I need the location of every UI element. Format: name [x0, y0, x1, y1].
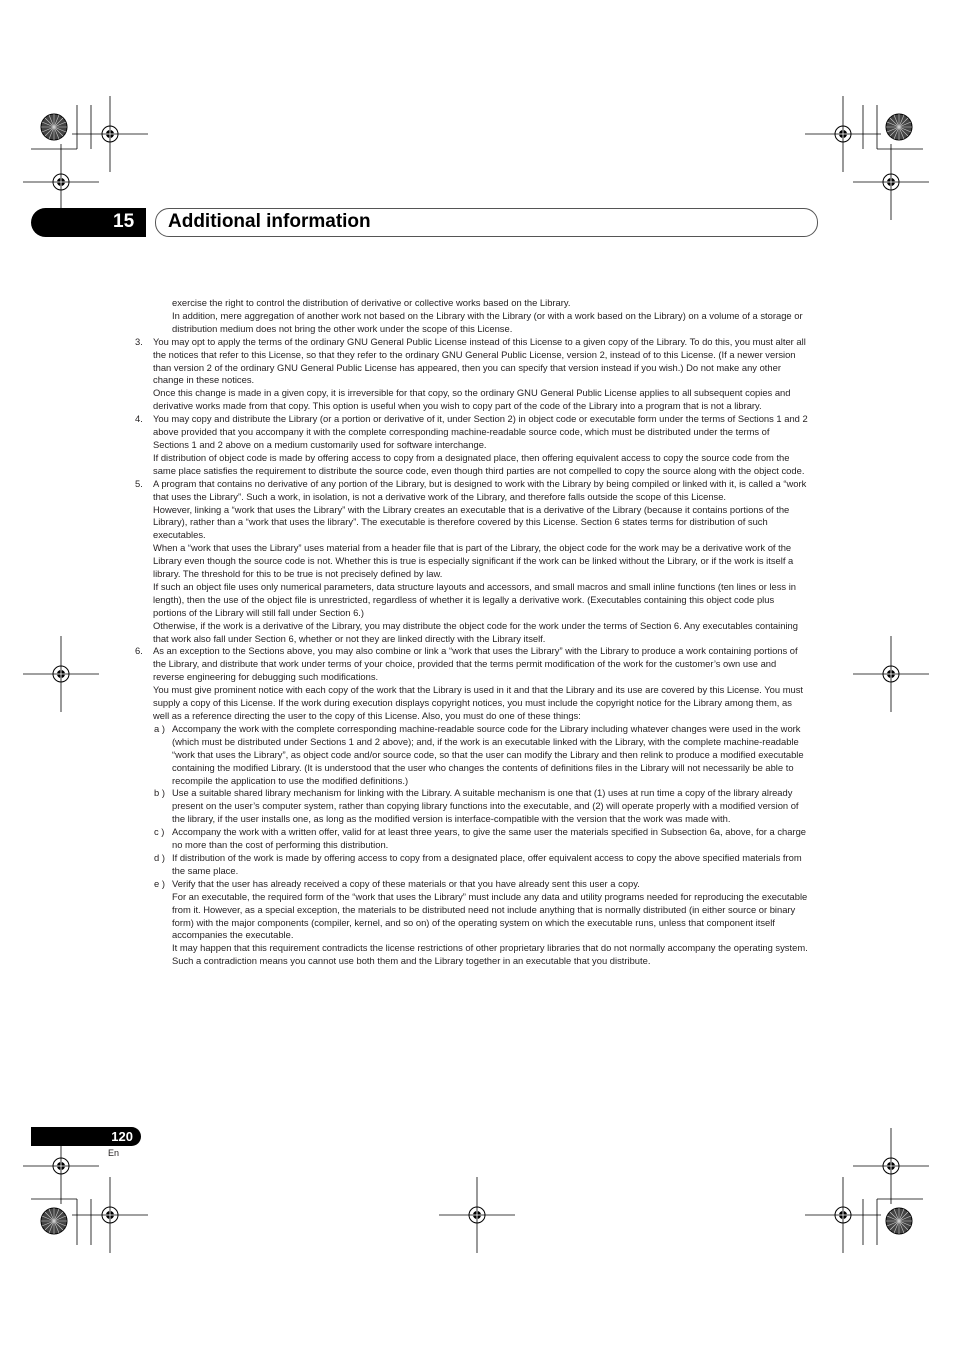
paragraph: If distribution of object code is made by offering access to copy from a designated place, then offering equivalent access to copy the source code from the same place satisfies the requirement to distribute the source code, even though third parties are not compelled to copy the source along with the object code. [153, 451, 805, 476]
paragraph: A program that contains no derivative of any portion of the Library, but is designed to work with the Library by being compiled or linked with it, is called a “work that uses the Library”. Such a work, in isolation, is not a derivative work of the Library, and therefore falls outside the scope of this License. [153, 477, 807, 502]
page-number: 120 [111, 1129, 133, 1144]
list-number: 6. [135, 645, 143, 657]
paragraph: Otherwise, if the work is a derivative of the Library, you may distribute the object code for the work under the terms of Section 6. Any executables containing that work also fall under Section 6, whether or not they are linked directly with the Library itself. [153, 619, 798, 644]
paragraph: Accompany the work with a written offer, valid for at least three years, to give the same user the materials specified in Subsection 6a, above, for a charge no more than the cost of performing this distribution. [172, 826, 807, 851]
list-number: 5. [135, 477, 143, 489]
page-number-tab [31, 1127, 141, 1146]
sub-list-label: a ) [154, 722, 165, 734]
list-item [135, 413, 808, 478]
license-text [135, 297, 808, 968]
sub-list-label: c ) [154, 826, 165, 838]
paragraph: However, linking a “work that uses the Library” with the Library creates an executable that is a derivative of the Library (because it contains portions of the Library), rather than a “work that uses the library”. The executable is therefore covered by this License. Section 6 states terms for distribution of such executables. [153, 503, 790, 541]
list-item [135, 478, 808, 646]
paragraph: Accompany the work with the complete corresponding machine-readable source code for the Library including whatever changes were used in the work [172, 722, 801, 734]
paragraph: You must give prominent notice with each copy of the work that the Library is used in it and that the Library and its use are covered by this License. You must supply a copy of this License. If the work during execution displays copyright notices, you must include the copyright notice for the Library among them, as well as a reference directing the user to the copy of this License. Also, you must do one of these things: [153, 684, 804, 721]
list-number: 4. [135, 413, 143, 425]
chapter-number-tab [31, 208, 146, 237]
sub-list-item [135, 826, 808, 852]
paragraph: Verify that the user has already received a copy of these materials or that you have already sent this user a copy. [172, 877, 640, 889]
sub-list-item [135, 852, 808, 878]
paragraph: Once this change is made in a given copy, it is irreversible for that copy, so the ordinary GNU General Public License applies to all subsequent copies and derivative works made from that copy. This option is useful when you wish to copy part of the code of the Library into a program that is not a library. [153, 387, 791, 412]
paragraph: As an exception to the Sections above, you may also combine or link a “work that uses the Library” with the Library to produce a work containing portions of the Library, and distribute that work under terms of your choice, provided that the terms permit modification of the work for the customer’s own use and reverse engineering for debugging such modifications. [153, 645, 798, 683]
paragraph: It may happen that this requirement contradicts the license restrictions of other proprietary libraries that do not normally accompany the operating system. Such a contradiction means you cannot use both them and the Library together in an executable that you distribute. [172, 942, 808, 967]
paragraph: Use a suitable shared library mechanism for linking with the Library. A suitable mechanism is one that (1) uses at run time a copy of the library already present on the user’s computer system, rather than copying library functions into the executable, and (2) will operate properly with a modified version of the library, if the user installs one, as long as the modified version is interface-compatible with the version that the work was made with. [172, 787, 799, 825]
sub-list-item [135, 787, 808, 826]
paragraph: For an executable, the required form of the “work that uses the Library” must include any data and utility programs needed for reproducing the executable from it. However, as a special exception, the materials to be distributed need not include anything that is normally distributed (in either source or binary form) with the major components (compiler, kernel, and so on) of the operating system on which the executable runs, unless that component itself accompanies the executable. [172, 890, 808, 941]
paragraph: If distribution of the work is made by offering access to copy from a designated place, offer equivalent access to copy the above specified materials from the same place. [172, 851, 802, 876]
paragraph: You may copy and distribute the Library (or a portion or derivative of it, under Section 2) in object code or executable form under the terms of Sections 1 and 2 above provided that you accompany it with the complete corresponding machine-readable source code, which must be distributed under the terms of Sections 1 and 2 above on a medium customarily used for software interchange. [153, 413, 808, 450]
list-item [135, 336, 808, 413]
sub-list-item [135, 878, 808, 968]
sub-list-label: b ) [154, 787, 165, 799]
paragraph: In addition, mere aggregation of another work not based on the Library with the Library (or with a work based on the Library) on a volume of a storage or distribution medium does not bring the other work under the scope of this License. [172, 309, 803, 334]
list-number: 3. [135, 335, 143, 347]
sub-list-label: d ) [154, 851, 165, 863]
language-code: En [108, 1148, 120, 1158]
paragraph: exercise the right to control the distribution of derivative or collective works based on the Library. [172, 297, 571, 308]
sub-list-label: e ) [154, 877, 165, 889]
section-title: Additional information [168, 211, 371, 232]
list-item [135, 645, 808, 722]
paragraph: When a “work that uses the Library” uses material from a header file that is part of the Library, the object code for the work may be a derivative work of the Library even though the source code is not. Whether this is true is especially significant if the work can be linked without the Library, or if the work is itself a library. The threshold for this to be true is not precisely defined by law. [153, 542, 794, 580]
paragraph: You may opt to apply the terms of the ordinary GNU General Public License instead of this License to a given copy of the Library. To do this, you must alter all the notices that refer to this License, so that they refer to the ordinary GNU General Public License, version 2, instead of to this License. (If a newer version than version 2 of the ordinary GNU General Public License has appeared, then you can specify that version instead if you wish.) Do not make any other change in these notices. [153, 335, 806, 386]
paragraph: If such an object file uses only numerical parameters, data structure layouts and accessors, and small macros and small inline functions (ten lines or less in length), then the use of the object file is unrestricted, regardless of whether it is legally a derivative work. (Executables containing this object code plus portions of the Library will still fall under Section 6.) [153, 580, 797, 618]
chapter-number: 15 [113, 211, 135, 232]
sub-list-item [135, 723, 808, 788]
section-header [155, 208, 818, 237]
paragraph: (which must be distributed under Sections 1 and 2 above); and, if the work is an executable linked with the Library, with the complete machine-readable “work that uses the Library”, as object code and/or source code, so that the user can modify the Library and then relink to produce a modified executable containing the modified Library. (It is understood that the user who changes the contents of definitions files in the Library will not necessarily be able to recompile the application to use the modified definitions.) [172, 735, 804, 786]
